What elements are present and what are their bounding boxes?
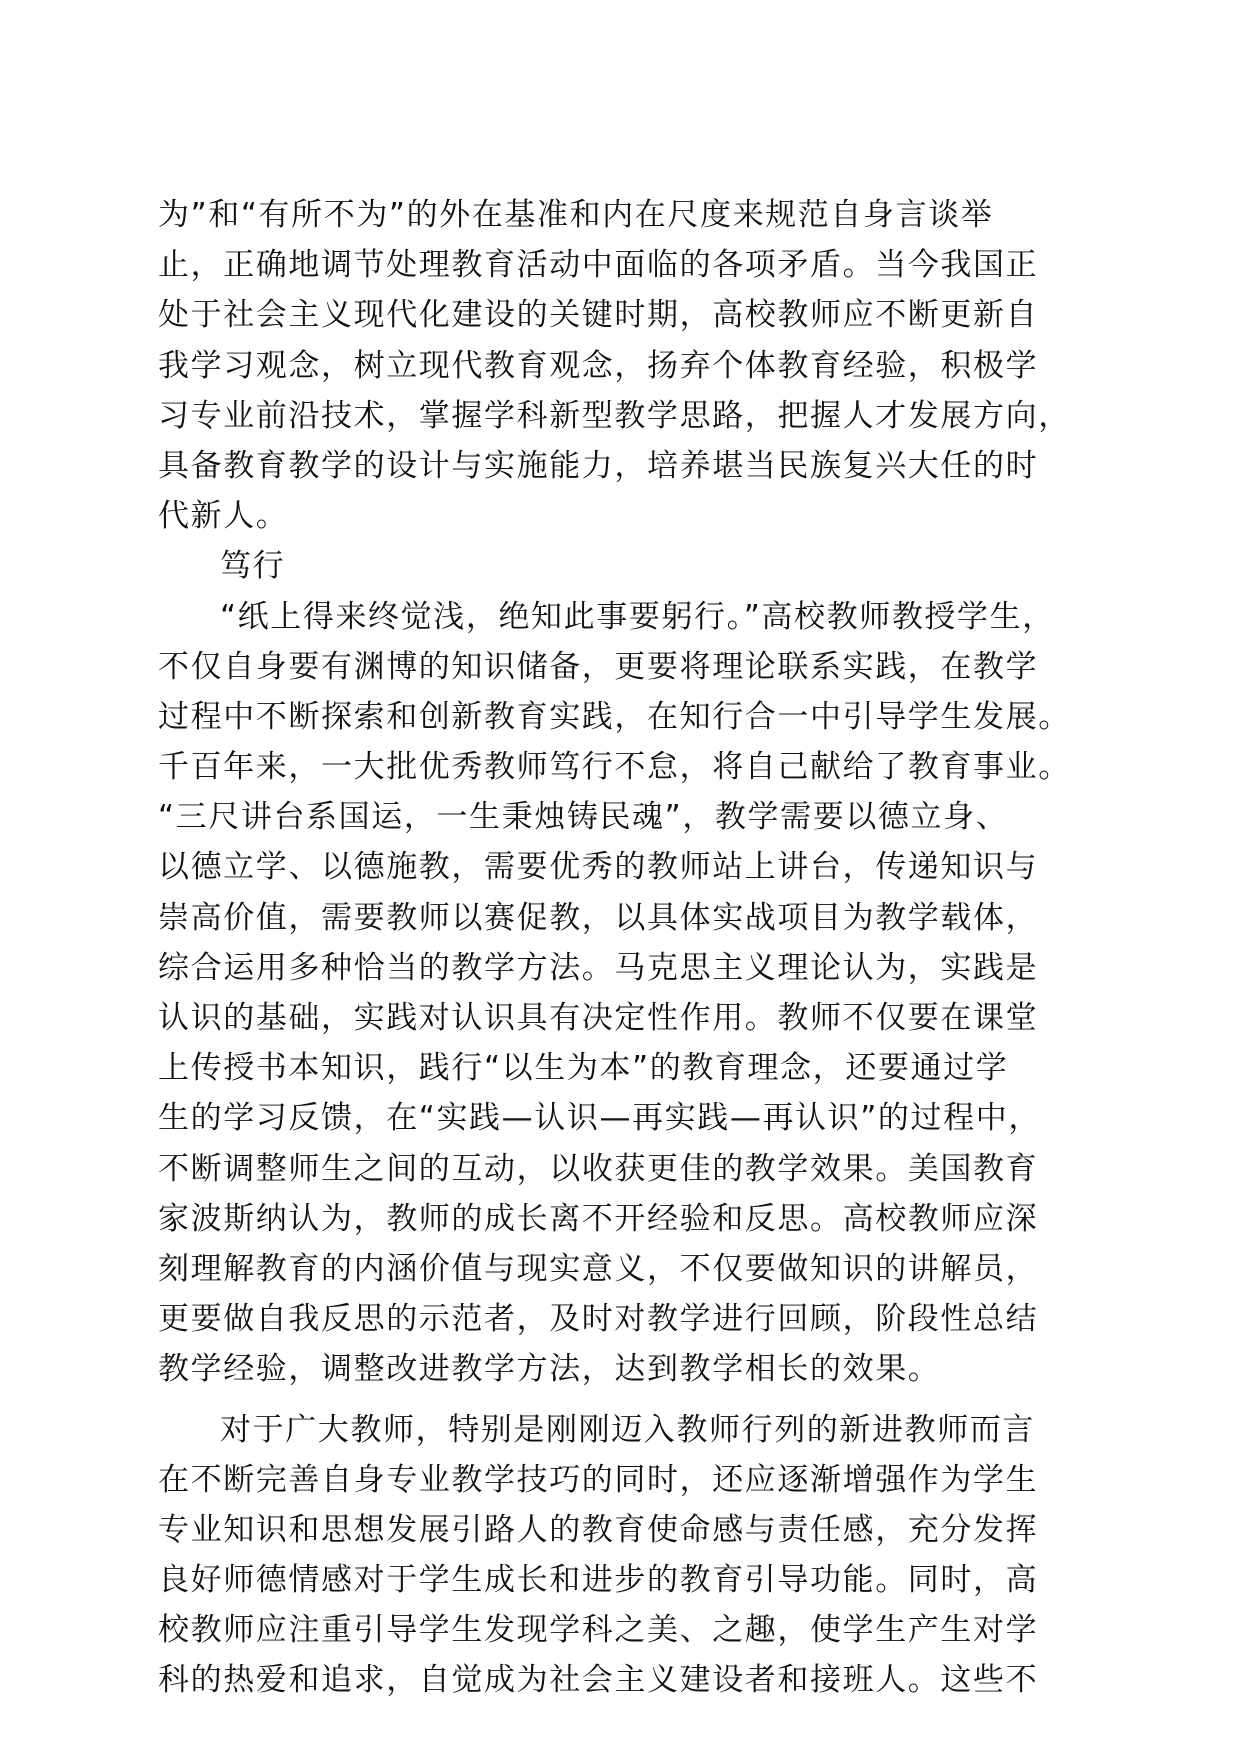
paragraph-teachers — [158, 1405, 1080, 1706]
text-line: 为”和“有所不为”的外在基准和内在尺度来规范自身言谈举 — [158, 197, 994, 233]
paragraph-duxing — [158, 592, 1080, 1395]
text-line: 不仅自身要有渊博的知识储备，更要将理论联系实践，在教学 — [158, 648, 1039, 685]
text-line: 良好师德情感对于学生成长和进步的教育引导功能。同时，高 — [158, 1562, 1039, 1599]
text-line: 科的热爱和追求，自觉成为社会主义建设者和接班人。这些不 — [158, 1662, 1039, 1699]
text-line: 我学习观念，树立现代教育观念，扬弃个体教育经验，积极学 — [158, 347, 1039, 384]
text-line: 过程中不断探索和创新教育实践，在知行合一中引导学生发展。 — [158, 698, 1071, 735]
text-line: 具备教育教学的设计与实施能力，培养堪当民族复兴大任的时 — [158, 447, 1039, 484]
text-line: 以德立学、以德施教，需要优秀的教师站上讲台，传递知识与 — [158, 849, 1039, 886]
text-line: 代新人。 — [158, 498, 289, 535]
text-line: 综合运用多种恰当的教学方法。马克思主义理论认为，实践是 — [158, 949, 1039, 986]
section-heading: 笃行 — [220, 548, 286, 585]
text-line: 更要做自我反思的示范者，及时对教学进行回顾，阶段性总结 — [158, 1301, 1039, 1338]
text-line: 不断调整师生之间的互动，以收获更佳的教学效果。美国教育 — [158, 1150, 1039, 1187]
document-page — [158, 190, 1080, 1706]
text-line: 校教师应注重引导学生发现学科之美、之趣，使学生产生对学 — [158, 1612, 1039, 1649]
text-line: 崇高价值，需要教师以赛促教，以具体实战项目为教学载体， — [158, 899, 1039, 936]
text-line: “三尺讲台系国运，一生秉烛铸民魂”，教学需要以德立身、 — [158, 799, 1009, 836]
text-line: 上传授书本知识，践行“以生为本”的教育理念，还要通过学 — [158, 1050, 1009, 1087]
text-line: 教学经验，调整改进教学方法，达到教学相长的效果。 — [158, 1351, 941, 1388]
text-line: 千百年来，一大批优秀教师笃行不怠，将自己献给了教育事业。 — [158, 749, 1071, 786]
paragraph-continuation — [158, 190, 1080, 541]
text-line: 生的学习反馈，在“实践—认识—再实践—再认识”的过程中， — [158, 1100, 1041, 1137]
text-line: 家波斯纳认为，教师的成长离不开经验和反思。高校教师应深 — [158, 1200, 1039, 1237]
text-line: 专业知识和思想发展引路人的教育使命感与责任感，充分发挥 — [158, 1511, 1039, 1548]
text-line: 刻理解教育的内涵价值与现实意义，不仅要做知识的讲解员， — [158, 1250, 1039, 1287]
text-line: 处于社会主义现代化建设的关键时期，高校教师应不断更新自 — [158, 297, 1039, 334]
paragraph-spacer — [158, 1395, 1080, 1405]
text-line: 在不断完善自身专业教学技巧的同时，还应逐渐增强作为学生 — [158, 1461, 1039, 1498]
text-line: 习专业前沿技术，掌握学科新型教学思路，把握人才发展方向， — [158, 397, 1071, 434]
text-line: 认识的基础，实践对认识具有决定性作用。教师不仅要在课堂 — [158, 1000, 1039, 1036]
text-line: “纸上得来终觉浅，绝知此事要躬行。”高校教师教授学生， — [220, 598, 1055, 635]
text-line: 对于广大教师，特别是刚刚迈入教师行列的新进教师而言 — [220, 1411, 1035, 1448]
text-line: 止，正确地调节处理教育活动中面临的各项矛盾。当今我国正 — [158, 247, 1039, 284]
